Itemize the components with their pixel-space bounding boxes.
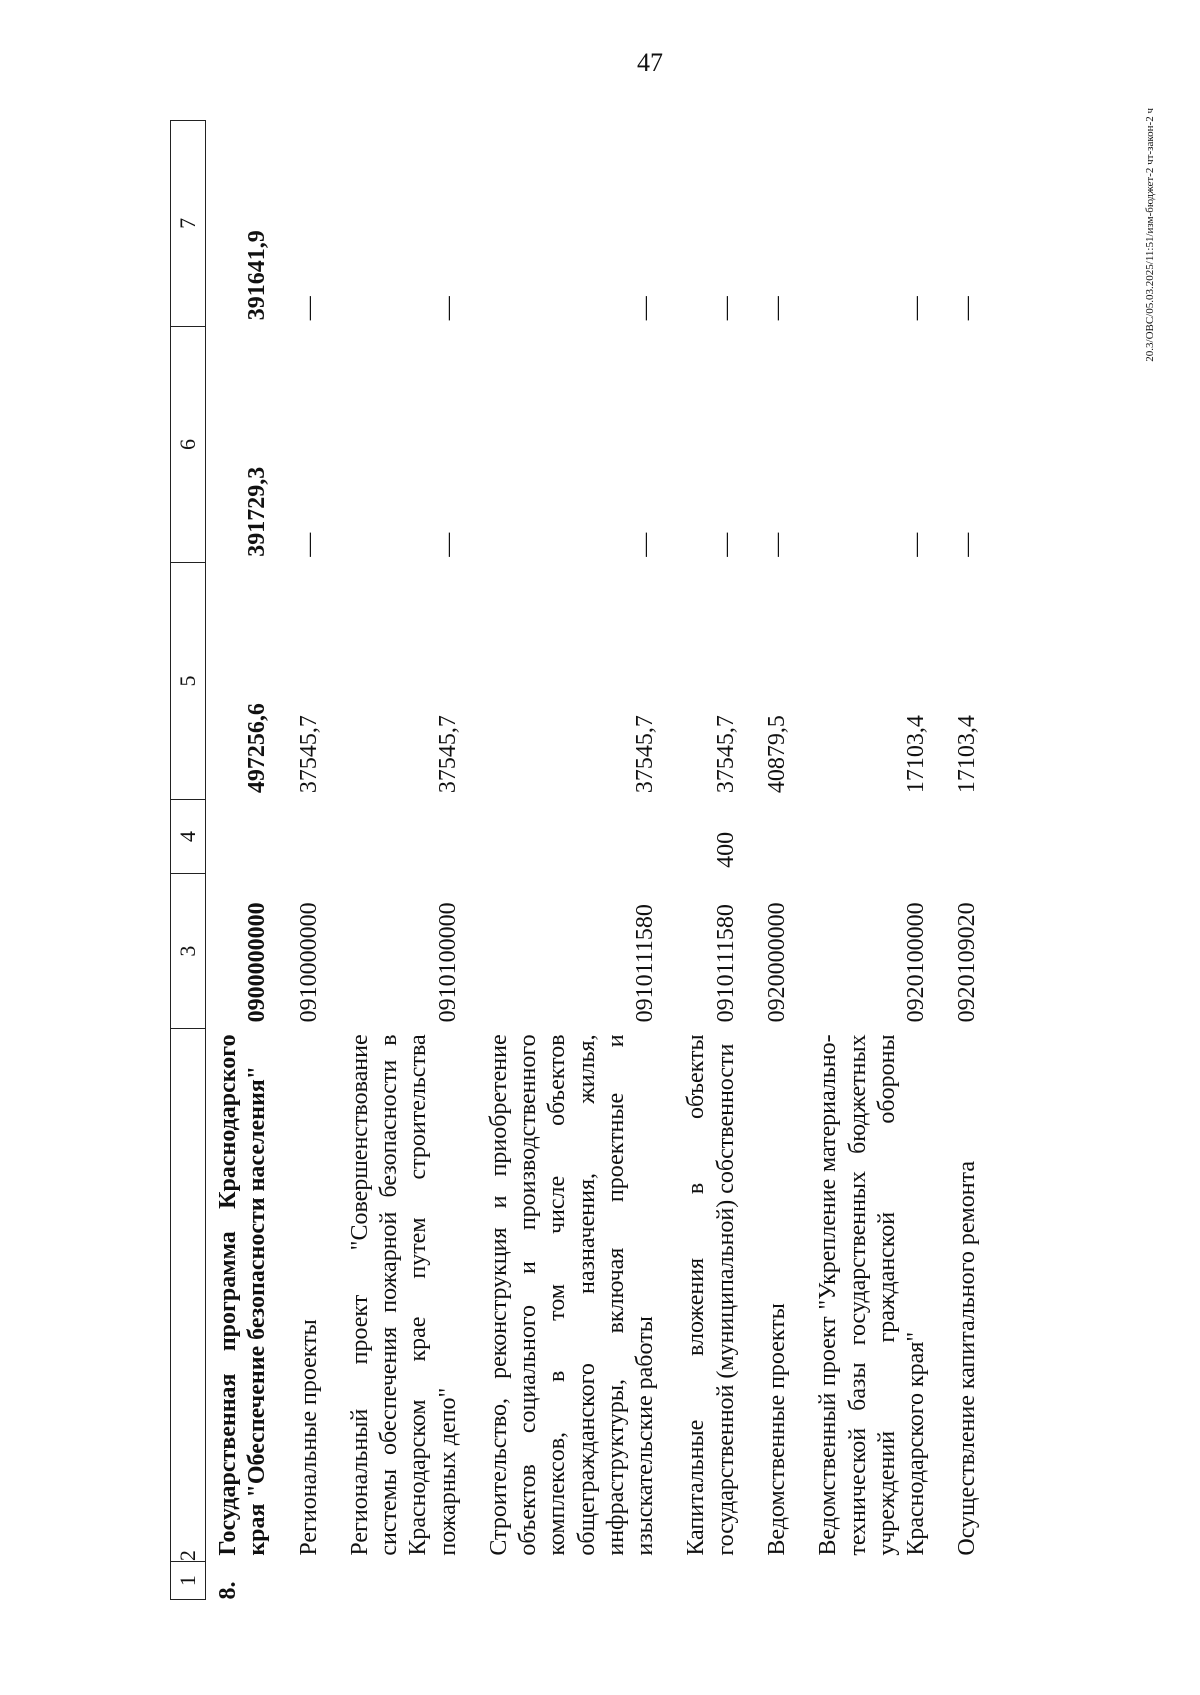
row-expense-type: [477, 799, 675, 874]
table-header-row: [171, 121, 206, 1600]
header-cell-4: 4: [171, 799, 206, 874]
row-number: [477, 1562, 675, 1600]
row-value-col5: 497256,6: [244, 703, 271, 794]
row-value-col5: 17103,4: [903, 715, 930, 794]
table-row: [674, 121, 755, 1600]
row-expense-type: 400: [712, 831, 739, 868]
row-target-code: 0920100000: [903, 902, 930, 1023]
row-name: Ведомственные проекты: [763, 1303, 790, 1556]
table-row: [338, 121, 477, 1600]
row-value-col6: —: [295, 532, 322, 557]
row-number: [674, 1562, 755, 1600]
header-cell-2: 2: [171, 1028, 206, 1561]
row-value-col6: —: [903, 532, 930, 557]
row-name: Капитальные вложения в объекты государственной (муниципальной) собственности: [683, 1034, 739, 1556]
table-row: [206, 121, 287, 1600]
row-target-code: 0910100000: [434, 902, 461, 1023]
table-row: [945, 121, 996, 1600]
row-value-col7: —: [712, 296, 739, 321]
row-target-code: 0910111580: [712, 904, 739, 1023]
row-number: [338, 1562, 477, 1600]
budget-table: [170, 120, 997, 1600]
row-target-code: 0920000000: [763, 902, 790, 1023]
header-cell-7: 7: [171, 121, 206, 327]
row-number: [755, 1562, 806, 1600]
table-row: [477, 121, 675, 1600]
row-value-col5: 37545,7: [632, 715, 659, 794]
row-value-col6: —: [712, 532, 739, 557]
row-expense-type: [206, 799, 287, 874]
row-expense-type: [338, 799, 477, 874]
table-row: [287, 121, 338, 1600]
header-cell-6: 6: [171, 326, 206, 562]
row-name: Строительство, реконструкция и приобретение объектов социального и производственного комплексов, в том числе объектов общегражданского назначения, жилья, инфраструктуры, включая проектные и изыскательские работы: [485, 1034, 659, 1556]
row-expense-type: [945, 799, 996, 874]
row-value-col7: —: [763, 296, 790, 321]
row-name: Ведомственный проект "Укрепление материально-технической базы государственных бюджетных учреждений гражданской обороны Краснодарского края": [815, 1034, 930, 1556]
header-cell-5: 5: [171, 563, 206, 799]
row-value-col7: 391641,9: [244, 230, 271, 321]
page-number: 47: [637, 48, 663, 77]
row-value-col6: —: [434, 532, 461, 557]
row-target-code: 0900000000: [244, 902, 271, 1023]
header-cell-3: 3: [171, 874, 206, 1029]
document-footer-code: 20.3/ОВС/05.03.2025/11:51/изм-бюджет-2 чт-закон-2 ч: [1144, 108, 1156, 362]
row-number: [945, 1562, 996, 1600]
row-name: Государственная программа Краснодарского края "Обеспечение безопасности населения": [215, 1034, 271, 1556]
row-name: Региональные проекты: [295, 1319, 322, 1556]
row-name: Региональный проект "Совершенствование системы обеспечения пожарной безопасности в Краснодарском крае путем строительства пожарных депо": [346, 1034, 461, 1556]
row-value-col7: —: [632, 296, 659, 321]
row-value-col7: —: [434, 296, 461, 321]
row-value-col7: —: [954, 296, 981, 321]
row-value-col6: 391729,3: [244, 466, 271, 557]
row-number: [287, 1562, 338, 1600]
row-target-code: 0910111580: [632, 904, 659, 1023]
row-expense-type: [755, 799, 806, 874]
row-number: [806, 1562, 945, 1600]
row-value-col5: 17103,4: [954, 715, 981, 794]
header-cell-1: 1: [171, 1562, 206, 1600]
row-value-col6: —: [954, 532, 981, 557]
table-row: [755, 121, 806, 1600]
row-target-code: 0910000000: [295, 902, 322, 1023]
row-expense-type: [806, 799, 945, 874]
row-value-col7: —: [903, 296, 930, 321]
row-value-col7: —: [295, 296, 322, 321]
row-expense-type: [287, 799, 338, 874]
row-value-col6: —: [763, 532, 790, 557]
table-row: [806, 121, 945, 1600]
row-value-col6: —: [632, 532, 659, 557]
budget-table-rotated: [170, 120, 1090, 1600]
row-name: Осуществление капитального ремонта: [954, 1161, 981, 1556]
row-value-col5: 37545,7: [434, 715, 461, 794]
row-target-code: 0920109020: [954, 902, 981, 1023]
row-value-col5: 37545,7: [712, 715, 739, 794]
table-body: [206, 121, 997, 1600]
row-number: 8.: [215, 1581, 241, 1600]
row-value-col5: 37545,7: [295, 715, 322, 794]
row-value-col5: 40879,5: [763, 715, 790, 794]
